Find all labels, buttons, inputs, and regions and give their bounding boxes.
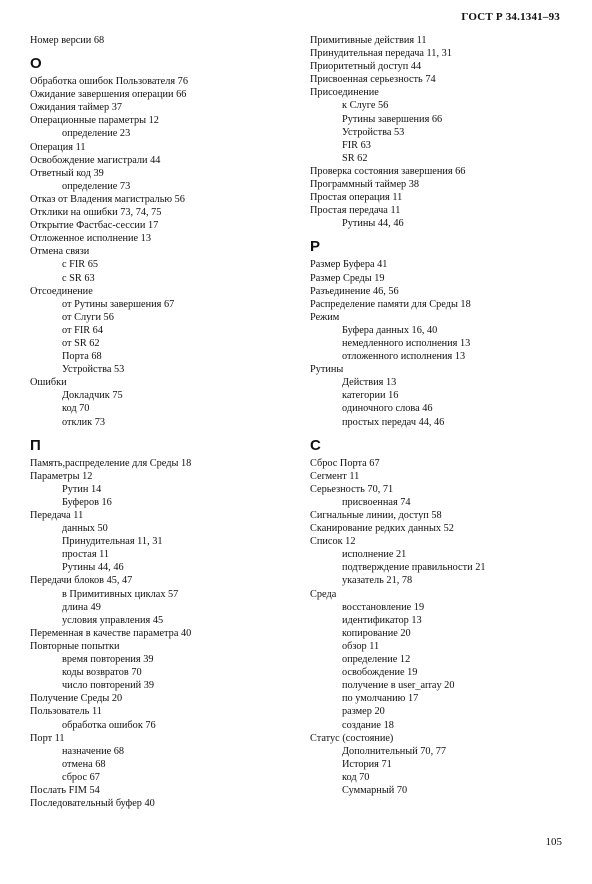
index-entry: Принудительная передача 11, 31 <box>310 48 452 60</box>
section-letter: Р <box>310 238 321 256</box>
index-entry: Присвоенная серьезность 74 <box>310 74 436 86</box>
index-entry: Открытие Фастбас-сессии 17 <box>30 220 159 232</box>
index-subentry: отмена 68 <box>62 758 106 770</box>
index-subentry: обработка ошибок 76 <box>62 719 156 731</box>
index-subentry: Действия 13 <box>342 377 397 389</box>
index-subentry: простая 11 <box>62 549 110 561</box>
index-subentry: немедленного исполнения 13 <box>342 337 471 349</box>
index-entry: Переменная в качестве параметра 40 <box>30 627 192 639</box>
index-subentry: одиночного слова 46 <box>342 403 433 415</box>
index-subentry: Рутины 44, 46 <box>342 218 404 230</box>
index-entry: Отмена связи <box>30 246 90 258</box>
index-entry: Послать FIM 54 <box>30 784 100 796</box>
index-entry: Режим <box>310 311 340 323</box>
index-entry: Операция 11 <box>30 141 86 153</box>
index-subentry: отложенного исполнения 13 <box>342 351 466 363</box>
index-entry: Ошибки <box>30 377 67 389</box>
index-entry: Отклики на ошибки 73, 74, 75 <box>30 207 162 219</box>
index-subentry: простых передач 44, 46 <box>342 416 445 428</box>
index-subentry: Буферов 16 <box>62 496 112 508</box>
index-subentry: сброс 67 <box>62 771 100 783</box>
index-subentry: Принудительная 11, 31 <box>62 536 163 548</box>
index-entry: Серьезность 70, 71 <box>310 483 394 495</box>
index-subentry: Рутины завершения 66 <box>342 113 443 125</box>
index-subentry: число повторений 39 <box>62 680 155 692</box>
index-subentry: по умолчанию 17 <box>342 693 419 705</box>
index-entry: Порт 11 <box>30 732 65 744</box>
index-entry: Распределение памяти для Среды 18 <box>310 298 471 310</box>
index-entry: Статус (состояние) <box>310 732 394 744</box>
index-subentry: SR 62 <box>342 152 368 164</box>
index-subentry: время повторения 39 <box>62 654 154 666</box>
index-subentry: от Слуги 56 <box>62 311 114 323</box>
index-subentry: определение 73 <box>62 180 131 192</box>
index-entry: Программный таймер 38 <box>310 179 420 191</box>
index-subentry: отклик 73 <box>62 416 106 428</box>
index-subentry: идентификатор 13 <box>342 614 422 626</box>
index-entry: Размер Среды 19 <box>310 272 385 284</box>
section-letter: О <box>30 55 42 73</box>
index-subentry: восстановление 19 <box>342 601 425 613</box>
index-entry: Сегмент 11 <box>310 470 360 482</box>
index-subentry: от FIR 64 <box>62 324 103 336</box>
index-entry: Разъединение 46, 56 <box>310 285 399 297</box>
index-subentry: Устройства 53 <box>342 126 405 138</box>
index-subentry: исполнение 21 <box>342 549 407 561</box>
index-subentry: Порта 68 <box>62 351 102 363</box>
index-subentry: определение 23 <box>62 128 131 140</box>
index-subentry: Дополнительный 70, 77 <box>342 745 447 757</box>
page-number: 105 <box>545 836 562 848</box>
index-subentry: с FIR 65 <box>62 259 99 271</box>
index-subentry: указатель 21, 78 <box>342 575 413 587</box>
index-subentry: Устройства 53 <box>62 364 125 376</box>
index-subentry: условия управления 45 <box>62 614 164 626</box>
index-entry: Проверка состояния завершения 66 <box>310 165 466 177</box>
index-entry: Параметры 12 <box>30 470 93 482</box>
index-entry: Отказ от Владения магистралью 56 <box>30 193 185 205</box>
index-subentry: обзор 11 <box>342 640 380 652</box>
index-column-right <box>310 34 575 797</box>
index-entry: Ожидания таймер 37 <box>30 102 123 114</box>
index-subentry: Рутин 14 <box>62 483 102 495</box>
index-subentry: данных 50 <box>62 523 108 535</box>
index-entry: Номер версии 68 <box>30 35 105 46</box>
index-subentry: освобождение 19 <box>342 667 418 679</box>
index-subentry: от SR 62 <box>62 337 100 349</box>
index-subentry: копирование 20 <box>342 627 411 639</box>
index-entry: Последовательный буфер 40 <box>30 798 155 810</box>
index-entry: Размер Буфера 41 <box>310 259 388 271</box>
index-subentry: Рутины 44, 46 <box>62 562 124 574</box>
index-entry: Среда <box>310 588 337 600</box>
index-entry: Отсоединение <box>30 285 93 297</box>
index-subentry: получение в user_array 20 <box>342 680 455 692</box>
index-entry: Простая операция 11 <box>310 192 403 204</box>
index-subentry: определение 12 <box>342 654 411 666</box>
index-entry: Простая передача 11 <box>310 205 401 217</box>
index-entry: Присоединение <box>310 87 379 99</box>
index-entry: Сигнальные линии, доступ 58 <box>310 510 442 521</box>
index-subentry: История 71 <box>342 758 392 770</box>
index-entry: Передачи блоков 45, 47 <box>30 575 133 587</box>
index-subentry: к Слуге 56 <box>342 100 389 112</box>
page-header: ГОСТ Р 34.1341–93 <box>461 11 560 23</box>
index-subentry: от Рутины завершения 67 <box>62 298 175 310</box>
index-subentry: код 70 <box>342 771 370 783</box>
index-subentry: подтверждение правильности 21 <box>342 562 486 574</box>
index-entry: Операционные параметры 12 <box>30 115 159 127</box>
index-subentry: Буфера данных 16, 40 <box>342 324 438 336</box>
index-entry: Отложенное исполнение 13 <box>30 233 151 245</box>
index-subentry: Докладчик 75 <box>62 390 123 402</box>
index-entry: Память,распределение для Среды 18 <box>30 457 192 469</box>
index-subentry: категории 16 <box>342 390 399 402</box>
index-entry: Обработка ошибок Пользователя 76 <box>30 76 188 88</box>
index-entry: Сброс Порта 67 <box>310 457 380 469</box>
index-entry: Список 12 <box>310 536 356 548</box>
index-subentry: назначение 68 <box>62 745 125 757</box>
index-entry: Передача 11 <box>30 510 84 521</box>
index-subentry: создание 18 <box>342 719 394 731</box>
index-entry: Пользователь 11 <box>30 706 102 718</box>
section-letter: П <box>30 436 41 454</box>
index-entry: Примитивные действия 11 <box>310 35 427 46</box>
index-subentry: присвоенная 74 <box>342 496 411 508</box>
index-subentry: FIR 63 <box>342 139 371 151</box>
index-subentry: коды возвратов 70 <box>62 667 142 679</box>
index-entry: Ожидание завершения операции 66 <box>30 89 187 101</box>
index-subentry: код 70 <box>62 403 90 415</box>
index-subentry: в Примитивных циклах 57 <box>62 588 179 600</box>
index-entry: Повторные попытки <box>30 640 120 652</box>
index-entry: Ответный код 39 <box>30 167 104 179</box>
section-letter: С <box>310 436 321 454</box>
index-subentry: длина 49 <box>62 601 101 613</box>
index-entry: Сканирование редких данных 52 <box>310 523 454 535</box>
index-entry: Приоритетный доступ 44 <box>310 61 422 73</box>
index-entry: Освобождение магистрали 44 <box>30 154 161 166</box>
index-subentry: размер 20 <box>342 706 385 718</box>
index-subentry: с SR 63 <box>62 272 95 284</box>
index-entry: Получение Среды 20 <box>30 693 123 705</box>
index-subentry: Суммарный 70 <box>342 784 408 796</box>
index-column-left <box>30 34 298 810</box>
index-entry: Рутины <box>310 364 344 376</box>
